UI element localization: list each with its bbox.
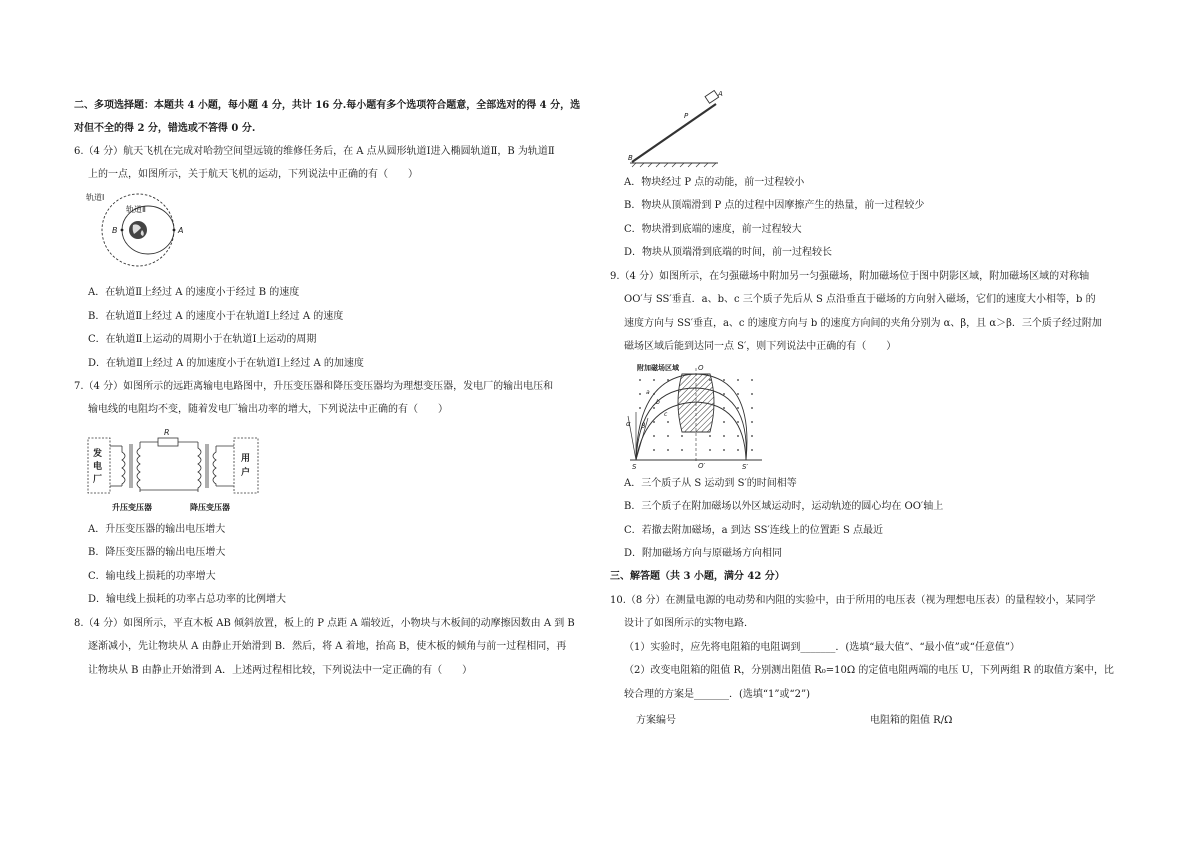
step-down-primary-coil [198,442,201,492]
q8-option-a: A．物块经过 P 点的动能，前一过程较小 [624,177,805,188]
q6-option-c: C．在轨道Ⅱ上运动的周期小于在轨道Ⅰ上运动的周期 [88,334,317,345]
q9-option-a: A．三个质子从 S 运动到 S′的时间相等 [624,478,797,489]
right-column [600,0,1200,848]
resistor-r-label: R [164,428,170,437]
o-top-label: O [698,364,704,372]
beta-label: β [641,422,646,430]
q9-option-d: D．附加磁场方向与原磁场方向相同 [624,548,783,559]
q8-stem-line2: 逐渐减小，先让物块从 A 由静止开始滑到 B．然后，将 A 着地，抬高 B，使木板的倾角与前一过程相同，再 [88,641,567,652]
a-label: a [646,389,650,396]
q7-option-b: B．降压变压器的输出电压增大 [88,547,226,558]
q10-stem-line1: 10.（8 分）在测量电源的电动势和内阻的实验中，由于所用的电压表（视为理想电压表）的量程较小，某同学 [610,595,1096,606]
section2-header-line2: 对但不全的得 2 分，错选或不答得 0 分. [74,123,256,134]
q8-stem-line1: 8.（4 分）如图所示，平直木板 AB 倾斜放置，板上的 P 点距 A 端较近，小物块与木板间的动摩擦因数由 A 到 B [74,618,575,629]
point-a-label: A [178,226,184,235]
q9-stem-line4: 磁场区域后能到达同一点 S′，则下列说法中正确的有（ ） [624,341,897,352]
q7-option-d: D．输电线上损耗的功率占总功率的比例增大 [88,594,287,605]
step-up-secondary-coil [137,442,140,492]
q9-option-c: C．若撤去附加磁场，a 到达 SS′连线上的位置距 S 点最近 [624,525,883,536]
q8-option-c: C．物块滑到底端的速度，前一过程较大 [624,224,802,235]
q6-orbit-figure [86,190,196,272]
sliding-block [705,90,719,103]
step-up-transformer-label: 升压变压器 [112,503,152,512]
step-up-primary-coil [122,446,125,486]
q7-stem-line2: 输电线的电阻均不变，随着发电厂输出功率的增大，下列说法中正确的有（ ） [88,404,448,415]
q6-option-b: B．在轨道Ⅱ上经过 A 的速度小于在轨道Ⅰ上经过 A 的速度 [88,311,344,322]
table-col-resistance: 电阻箱的阻值 R/Ω [870,715,953,726]
q8-stem-line3: 让物块从 B 由静止开始滑到 A．上述两过程相比较，下列说法中一定正确的有（ ） [88,665,473,676]
point-b-label: B [112,226,118,235]
power-plant-label-1: 发 [93,449,103,459]
user-label-2: 户 [241,468,251,478]
orbit2-label: 轨道Ⅱ [126,205,146,214]
q7-option-a: A．升压变压器的输出电压增大 [88,524,226,535]
incline-board [632,104,716,162]
resistor-r [158,438,178,446]
q9-magnetic-field-figure [626,360,766,470]
q6-stem-line2: 上的一点，如图所示，关于航天飞机的运动，下列说法中正确的有（ ） [88,169,418,180]
c-label: c [664,411,668,418]
q9-option-b: B．三个质子在附加磁场以外区域运动时，运动轨迹的圆心均在 OO′轴上 [624,501,944,512]
q6-option-a: A．在轨道Ⅱ上经过 A 的速度小于经过 B 的速度 [88,287,300,298]
q9-stem-line2: OO′与 SS′垂直．a、b、c 三个质子先后从 S 点沿垂直于磁场的方向射入磁场，它们的速度大小相等，b 的 [624,294,1096,305]
power-plant-label-2: 电 [93,462,103,472]
ground-hatch [632,163,716,167]
q10-part2-line2: 较合理的方案是_______．(选填“1”或“2”) [624,689,810,700]
q10-part2-line1: （2）改变电阻箱的阻值 R，分别测出阻值 R₀=10Ω 的定值电阻两端的电压 U，下列两组 R 的取值方案中，比 [624,665,1114,676]
point-b-label: B [628,154,633,162]
point-a-label: A [718,90,723,98]
q8-option-b: B．物块从顶端滑到 P 点的过程中因摩擦产生的热量，前一过程较少 [624,200,925,211]
s-label: S [632,463,637,471]
table-col-scheme-number: 方案编号 [636,715,676,726]
o-bottom-label: O′ [698,462,706,470]
region-label: 附加磁场区域 [637,364,679,372]
q7-circuit-figure [86,428,266,518]
q6-option-d: D．在轨道Ⅱ上经过 A 的加速度小于在轨道Ⅰ上经过 A 的加速度 [88,358,364,369]
q8-incline-figure [626,90,722,166]
point-p-label: P [684,112,689,120]
alpha-label: α [626,420,631,428]
q9-stem-line3: 速度方向与 SS′垂直，a、c 的速度方向与 b 的速度方向间的夹角分别为 α、β，且 α＞β．三个质子经过附加 [624,318,1102,329]
section3-header: 三、解答题（共 3 小题，满分 42 分） [610,571,785,582]
q6-stem-line1: 6.（4 分）航天飞机在完成对哈勃空间望远镜的维修任务后，在 A 点从圆形轨道Ⅰ进入椭圆轨道Ⅱ，B 为轨道Ⅱ [74,146,555,157]
orbit1-label: 轨道Ⅰ [86,193,105,202]
b-label: b [656,399,660,406]
q7-stem-line1: 7.（4 分）如图所示的远距离输电电路图中，升压变压器和降压变压器均为理想变压器，发电厂的输出电压和 [74,381,554,392]
q10-stem-line2: 设计了如图所示的实物电路． [624,618,754,629]
section2-header-line1: 二、多项选择题：本题共 4 小题，每小题 4 分，共计 16 分.每小题有多个选项符合题意，全部选对的得 4 分，选 [74,100,581,111]
q7-option-c: C．输电线上损耗的功率增大 [88,571,216,582]
user-box [234,438,258,493]
point-b-dot [121,229,124,232]
q9-stem-line1: 9.（4 分）如图所示，在匀强磁场中附加另一匀强磁场，附加磁场位于图中阴影区域，附加磁场区域的对称轴 [610,271,1090,282]
q10-part1: （1）实验时，应先将电阻箱的电阻调到_______．(选填“最大值”、“最小值”或“任意值”） [624,642,1020,653]
user-label-1: 用 [241,454,251,464]
point-a-dot [173,229,176,232]
power-plant-label-3: 厂 [93,475,103,485]
s-prime-label: S′ [742,463,749,471]
step-down-transformer-label: 降压变压器 [190,503,230,512]
q8-option-d: D．物块从顶端滑到底端的时间，前一过程较长 [624,247,833,258]
step-down-secondary-coil [213,446,216,486]
